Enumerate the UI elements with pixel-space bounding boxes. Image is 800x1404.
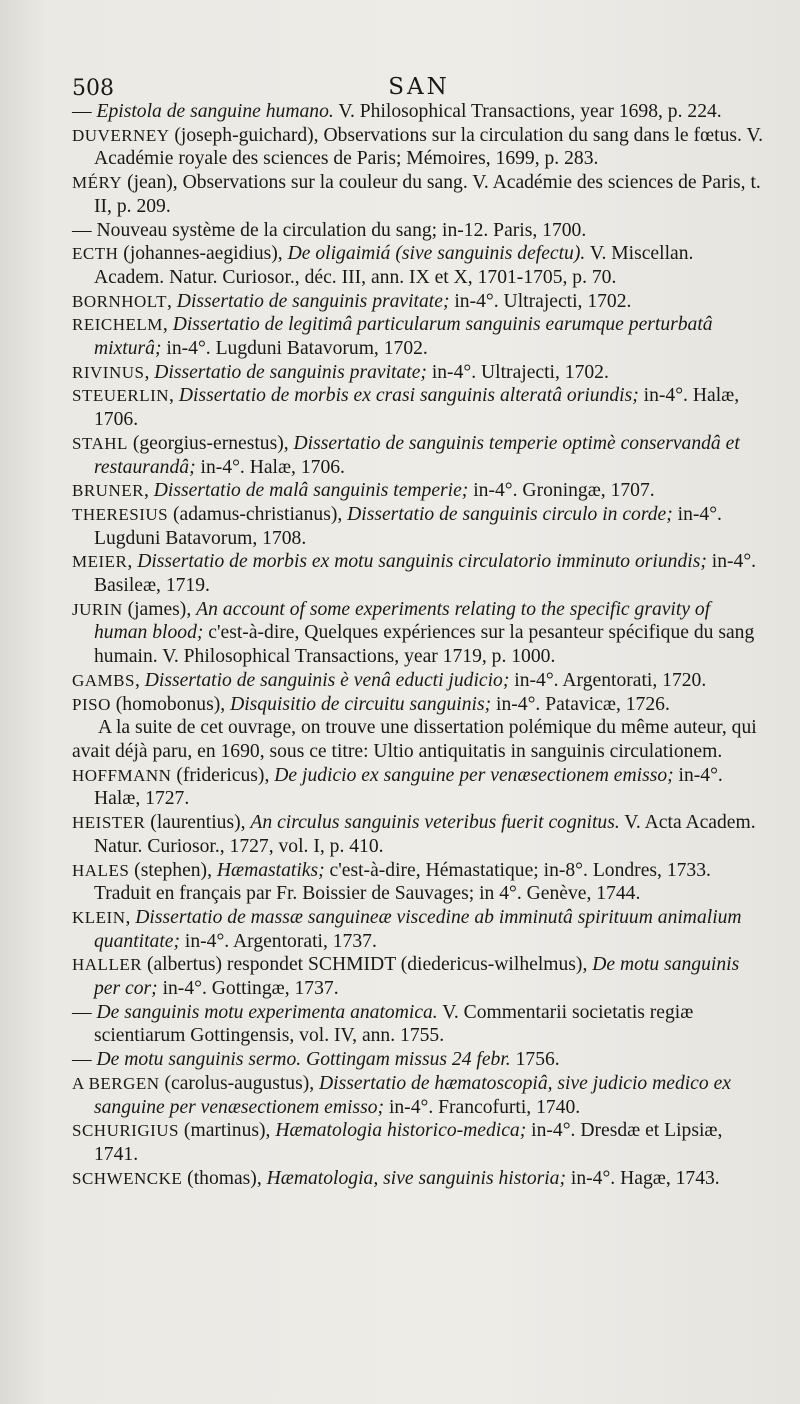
entry-prefix: (stephen), (129, 859, 217, 881)
entry-text: c'est-à-dire, Quelques expériences sur la pesanteur spécifique du sang humain. V. Philosophical Transactions, year 1719, p. 1000. (94, 622, 755, 668)
entry-prefix: (fridericus), (171, 764, 275, 786)
entry-author: ECTH (72, 244, 119, 264)
entry-title: Dissertatio de sanguinis circulo in corde; (347, 503, 673, 525)
entry-prefix: — (72, 1001, 97, 1023)
entry-author: DUVERNEY (72, 125, 170, 145)
entry-title: Dissertatio de sanguinis temperie optimè conservandâ et restaurandâ; (94, 432, 740, 478)
entry-author: HEISTER (72, 813, 146, 833)
entry-author: SCHWENCKE (72, 1168, 183, 1188)
entry-title: De motu sanguinis sermo. Gottingam missus 24 febr. (96, 1049, 511, 1071)
bibliography-entry (72, 171, 766, 218)
entry-author: STEUERLIN (72, 386, 170, 406)
entry-author: THERESIUS (72, 504, 169, 524)
entry-prefix: (albertus) respondet SCHMIDT (diedericus-wilhelmus), (142, 954, 593, 976)
entry-prefix: , (134, 669, 145, 691)
entry-text: in-4°. Halæ, 1706. (195, 456, 345, 478)
entry-author: PISO (72, 694, 111, 714)
entry-prefix: — (72, 1049, 97, 1071)
entry-title: De sanguinis motu experimenta anatomica. (96, 1001, 438, 1023)
bibliography-entry (72, 290, 766, 314)
entry-author: RIVINUS (72, 362, 145, 382)
bibliography-entry (72, 859, 766, 906)
entry-text: 1756. (510, 1049, 560, 1071)
entry-text: in-4°. Halæ, 1706. (94, 385, 740, 431)
bibliography-entry (72, 384, 766, 431)
entry-text: in-4°. Basileæ, 1719. (94, 551, 757, 597)
running-head: SAN (388, 74, 450, 100)
bibliography-entry (72, 953, 766, 1000)
bibliography-entry (72, 669, 766, 693)
entry-title: Dissertatio de sanguinis è venâ educti judicio; (144, 669, 510, 691)
entry-text: in-4°. Argentorati, 1737. (179, 930, 377, 952)
bibliography-entry (72, 811, 766, 858)
entry-prefix: (thomas), (182, 1167, 267, 1189)
entry-prefix: (homobonus), (110, 693, 231, 715)
entry-text: in-4°. Ultrajecti, 1702. (426, 361, 609, 383)
entry-title: Dissertatio de morbis ex motu sanguinis circulatorio imminuto oriundis; (137, 551, 707, 573)
entry-prefix: (georgius-ernestus), (127, 432, 294, 454)
bibliography-entry (72, 1072, 766, 1119)
entry-text: in-4°. Lugduni Batavorum, 1702. (161, 338, 428, 360)
bibliography-entry (72, 313, 766, 360)
entry-text: in-4°. Halæ, 1727. (94, 764, 723, 810)
entry-author: BRUNER (72, 481, 144, 501)
bibliography-entry (72, 764, 766, 811)
entry-title: Dissertatio de morbis ex crasi sanguinis alteratâ oriundis; (178, 385, 639, 407)
entry-title: An circulus sanguinis veteribus fuerit cognitus. (250, 812, 620, 834)
entry-title: Dissertatio de sanguinis pravitate; (154, 361, 427, 383)
bibliography-list (72, 100, 766, 1190)
entry-author: BORNHOLT (72, 291, 167, 311)
entry-prefix: (joseph-guichard), (169, 124, 324, 146)
entry-text: Observations sur la circulation du sang dans le fœtus. V. Académie royale des sciences de Paris; Mémoires, 1699, p. 283. (94, 124, 764, 170)
entry-text: in-4°. Gottingæ, 1737. (157, 978, 339, 1000)
bibliography-entry (72, 100, 766, 124)
entry-author: MÉRY (72, 173, 123, 193)
entry-title: Dissertatio de legitimâ particularum sanguinis earumque perturbatâ mixturâ; (94, 314, 713, 360)
entry-prefix: (carolus-augustus), (159, 1072, 320, 1094)
entry-text: V. Philosophical Transactions, year 1698, p. 224. (333, 101, 722, 122)
entry-title: Disquisitio de circuitu sanguinis; (230, 693, 492, 715)
entry-title: Dissertatio de massæ sanguineæ viscedine ab imminutâ spirituum animalium quantitate; (94, 906, 742, 952)
page-header (72, 68, 766, 101)
entry-prefix: , (144, 361, 155, 383)
bibliography-entry (72, 550, 766, 597)
entry-text: V. Commentarii societatis regiæ scientiarum Gottingensis, vol. IV, ann. 1755. (94, 1001, 694, 1047)
bibliography-entry (72, 693, 766, 717)
entry-prefix: (adamus-christianus), (168, 503, 348, 525)
entry-text: Nouveau système de la circulation du sang; in-12. Paris, 1700. (96, 219, 587, 241)
entry-title: Epistola de sanguine humano. (96, 101, 334, 122)
entry-prefix: (johannes-aegidius), (118, 243, 288, 265)
bibliography-entry (72, 361, 766, 385)
entry-title: Hæmastatiks; (216, 859, 325, 881)
entry-title: Dissertatio de malâ sanguinis temperie; (153, 480, 469, 502)
entry-text: c'est-à-dire, Hémastatique; in-8°. Londres, 1733. Traduit en français par Fr. Boissier de Sauvages; in 4°. Genève, 1744. (94, 859, 711, 905)
entry-text: in-4°. Ultrajecti, 1702. (449, 290, 632, 312)
entry-title: An account of some experiments relating to the specific gravity of human blood; (94, 598, 711, 644)
bibliography-entry (72, 219, 766, 243)
entry-author: HALLER (72, 955, 143, 975)
bibliography-entry (72, 432, 766, 479)
bibliography-entry (72, 479, 766, 503)
bibliography-entry (72, 1167, 766, 1191)
entry-text: in-4°. Hagæ, 1743. (566, 1167, 720, 1189)
bibliography-entry (72, 503, 766, 550)
entry-title: De motu sanguinis per cor; (94, 954, 740, 1000)
entry-author: HALES (72, 860, 130, 880)
entry-title: Hæmatologia historico-medica; (275, 1120, 527, 1142)
entry-text: A la suite de cet ouvrage, on trouve une dissertation polémique du même auteur, qui avait déjà paru, en 1690, sous ce titre: Ultio antiquitatis in sanguinis circulationem. (72, 717, 757, 762)
entry-prefix: , (143, 480, 154, 502)
entry-text: in-4°. Lugduni Batavorum, 1708. (94, 503, 722, 549)
entry-text: in-4°. Groningæ, 1707. (468, 480, 655, 502)
bibliography-entry (72, 124, 766, 171)
entry-text: in-4°. Argentorati, 1720. (509, 669, 707, 691)
entry-prefix: — (72, 219, 97, 241)
entry-prefix: , (169, 385, 179, 407)
entry-author: MEIER (72, 552, 128, 572)
bibliography-entry (72, 242, 766, 289)
entry-prefix: (james), (122, 598, 197, 620)
bibliography-entry (72, 1119, 766, 1166)
bibliography-entry (72, 1001, 766, 1048)
bibliography-entry (72, 598, 766, 669)
entry-text: V. Miscellan. Academ. Natur. Curiosor., déc. III, ann. IX et X, 1701-1705, p. 70. (94, 243, 694, 288)
entry-text: in-4°. Francofurti, 1740. (384, 1096, 581, 1118)
entry-prefix: (martinus), (179, 1120, 276, 1142)
entry-author: A BERGEN (72, 1073, 160, 1093)
entry-text: Observations sur la couleur du sang. V. Académie des sciences de Paris, t. II, p. 209. (94, 172, 761, 217)
entry-author: REICHELM (72, 315, 163, 335)
page-number: 508 (72, 76, 114, 101)
entry-prefix: (jean), (122, 172, 183, 194)
entry-author: HOFFMANN (72, 765, 172, 785)
entry-author: KLEIN (72, 907, 126, 927)
bibliography-entry (72, 1048, 766, 1072)
entry-title: De oligaimiá (sive sanguinis defectu). (287, 243, 586, 265)
entry-text: in-4°. Dresdæ et Lipsiæ, 1741. (94, 1120, 723, 1165)
entry-prefix: — (72, 101, 97, 122)
entry-author: JURIN (72, 599, 123, 619)
entry-author: SCHURIGIUS (72, 1121, 180, 1141)
entry-text: in-4°. Patavicæ, 1726. (491, 693, 670, 715)
entry-author: STAHL (72, 433, 128, 453)
entry-title: Hæmatologia, sive sanguinis historia; (266, 1167, 567, 1189)
entry-title: Dissertatio de hæmatoscopiâ, sive judicio medico ex sanguine per venæsectionem emisso; (94, 1072, 731, 1118)
entry-prefix: , (127, 551, 138, 573)
entry-prefix: (laurentius), (145, 812, 251, 834)
bibliography-entry (72, 716, 766, 763)
entry-text: V. Acta Academ. Natur. Curiosor., 1727, vol. I, p. 410. (94, 812, 756, 857)
bibliography-entry (72, 906, 766, 953)
entry-prefix: , (162, 314, 173, 336)
entry-prefix: , (167, 290, 177, 312)
entry-prefix: , (125, 906, 136, 928)
entry-title: Dissertatio de sanguinis pravitate; (176, 290, 450, 312)
entry-author: GAMBS (72, 670, 135, 690)
entry-title: De judicio ex sanguine per venæsectionem emisso; (274, 764, 674, 786)
